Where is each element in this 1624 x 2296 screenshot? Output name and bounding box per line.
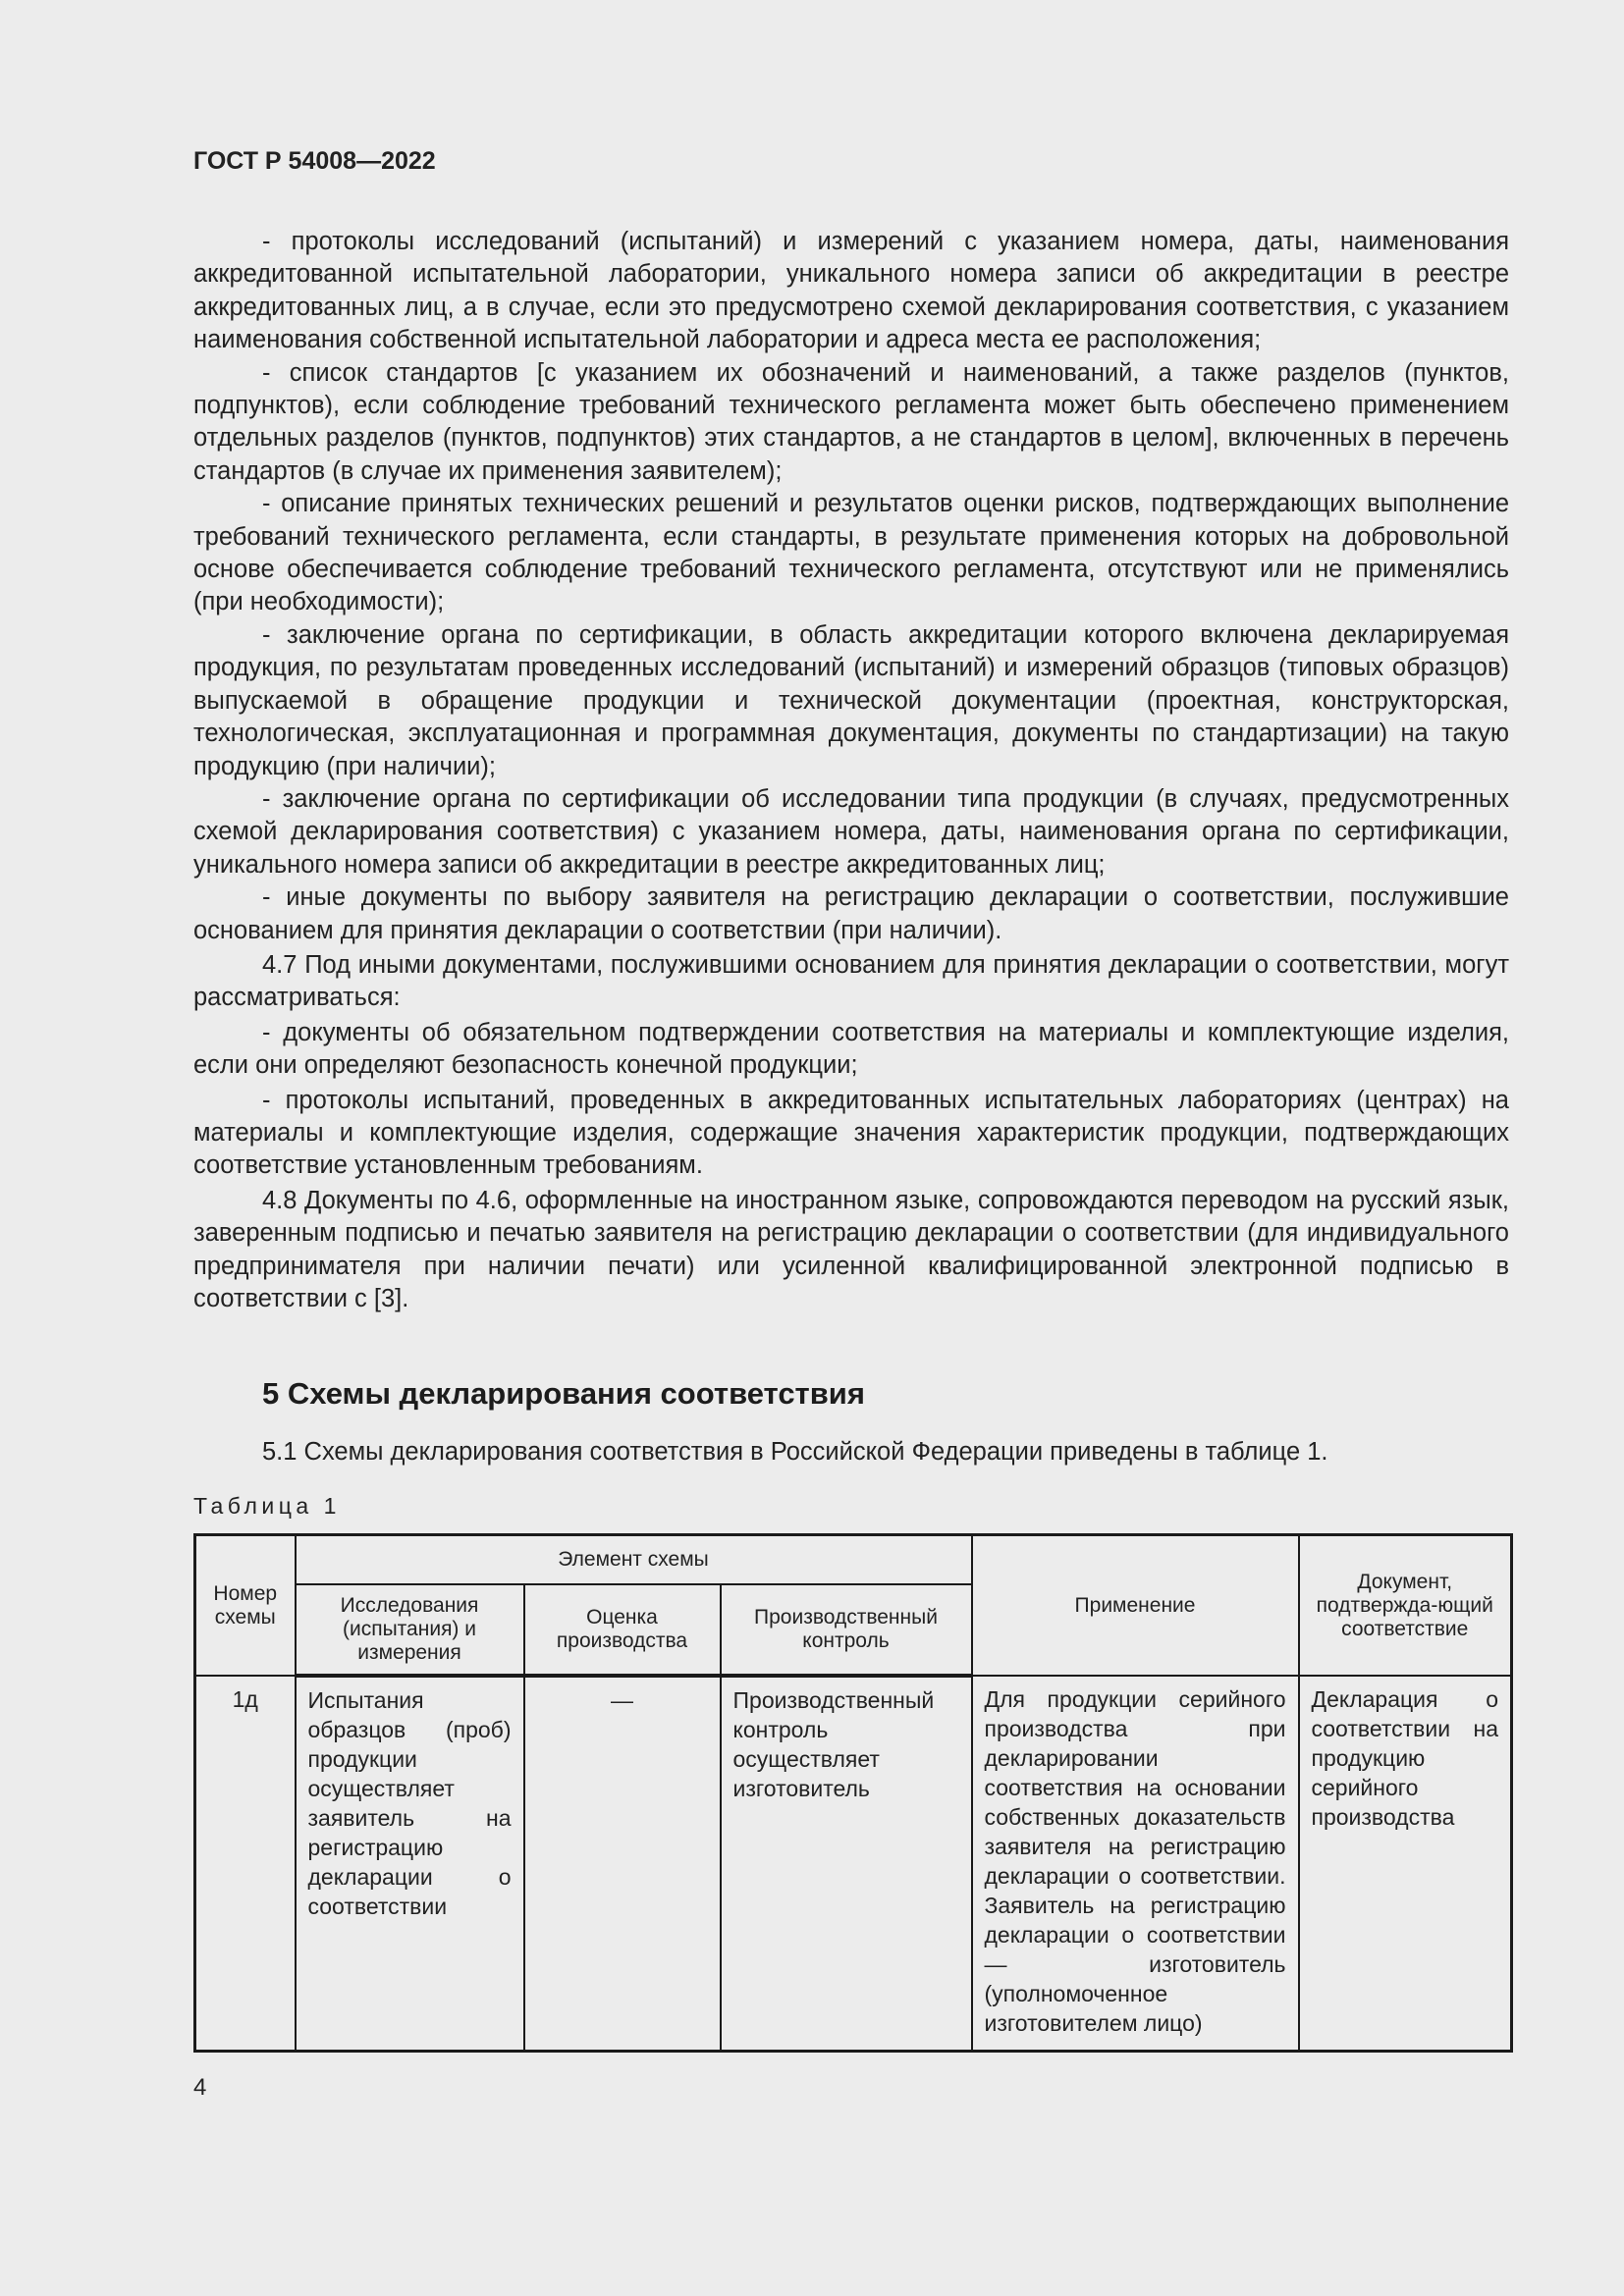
page-number: 4: [193, 2074, 207, 2101]
header-research: Исследования (испытания) и измерения: [296, 1584, 524, 1676]
paragraph: - протоколы исследований (испытаний) и измерений с указанием номера, даты, наименования аккредитованной испытательной лаборатории, уникального номера записи об аккредитации в реестре аккредитованных лиц, а в случае, если это предусмотрено схемой декларирования соответствия, с указанием наименования собственной испытательной лаборатории и адреса места ее расположения;: [193, 228, 1509, 354]
cell-research: Испытания образцов (проб) продукции осуществляет заявитель на регистрацию декларации о соответствии: [296, 1676, 524, 2051]
paragraph: - список стандартов [с указанием их обозначений и наименований, а также разделов (пунктов, подпунктов), если соблюдение требований технического регламента может быть обеспечено применением отдельных разделов (пунктов, подпунктов) этих стандартов, а не стандартов в целом], включенных в перечень стандартов (в случае их применения заявителем);: [193, 358, 1509, 485]
header-scheme-number: Номер схемы: [195, 1535, 296, 1677]
table-row: [195, 1676, 1512, 2051]
paragraph: - заключение органа по сертификации об исследовании типа продукции (в случаях, предусмотренных схемой декларирования соответствия) с указанием номера, даты, наименования органа по сертификации, уникального номера записи об аккредитации в реестре аккредитованных лиц;: [193, 784, 1509, 879]
header-scheme-element: Элемент схемы: [296, 1535, 972, 1585]
header-application: Применение: [972, 1535, 1299, 1677]
cell-production-assessment: —: [524, 1676, 721, 2051]
cell-conformity-document: Декларация о соответствии на продукцию серийного производства: [1299, 1676, 1512, 2051]
paragraph: - описание принятых технических решений и результатов оценки рисков, подтверждающих выполнение требований технического регламента, если стандарты, в результате применения которых на добровольной основе обеспечивается соблюдение требований технического регламента, отсутствуют или не применялись (при необходимости);: [193, 490, 1509, 616]
header-production-assessment: Оценка производства: [524, 1584, 721, 1676]
paragraph: - протоколы испытаний, проведенных в аккредитованных испытательных лабораториях (центрах) на материалы и комплектующие изделия, содержащие значения характеристик продукции, подтверждающих соответствие установленным требованиям.: [193, 1086, 1509, 1180]
paragraph: - документы об обязательном подтверждении соответствия на материалы и комплектующие изделия, если они определяют безопасность конечной продукции;: [193, 1018, 1509, 1080]
table-caption: Таблица 1: [193, 1493, 341, 1519]
paragraph: - иные документы по выбору заявителя на регистрацию декларации о соответствии, послужившие основанием для принятия декларации о соответствии (при наличии).: [193, 883, 1509, 944]
schemes-table: [193, 1533, 1513, 2053]
header-conformity-document: Документ, подтвержда-ющий соответствие: [1299, 1535, 1512, 1677]
paragraph-4-8: 4.8 Документы по 4.6, оформленные на иностранном языке, сопровождаются переводом на русский язык, заверенным подписью и печатью заявителя на регистрацию декларации о соответствии (для индивидуального предпринимателя при наличии печати) или усиленной квалифицированной электронной подписью в соответствии с [3].: [193, 1186, 1509, 1312]
cell-production-control: Производственный контроль осуществляет изготовитель: [721, 1676, 972, 2051]
paragraph-4-7: 4.7 Под иными документами, послужившими основанием для принятия декларации о соответствии, могут рассматриваться:: [193, 950, 1509, 1012]
document-id-header: ГОСТ Р 54008—2022: [193, 147, 436, 175]
cell-scheme-number: 1д: [195, 1676, 296, 2051]
paragraph-5-1: 5.1 Схемы декларирования соответствия в Российской Федерации приведены в таблице 1.: [262, 1438, 1328, 1466]
body-text: [193, 226, 1509, 1315]
paragraph: - заключение органа по сертификации, в область аккредитации которого включена декларируемая продукция, по результатам проведенных исследований (испытаний) и измерений образцов (типовых образцов) выпускаемой в обращение продукции и технической документации (проектная, конструкторская, технологическая, эксплуатационная и программная документация, документы по стандартизации) на такую продукцию (при наличии);: [193, 620, 1509, 780]
section-title: 5 Схемы декларирования соответствия: [262, 1376, 865, 1411]
cell-application: Для продукции серийного производства при декларировании соответствия на основании собственных доказательств заявителя на регистрацию декларации о соответствии. Заявитель на регистрацию декларации о соответствии — изготовитель (уполномоченное изготовителем лицо): [972, 1676, 1299, 2051]
header-production-control: Производственный контроль: [721, 1584, 972, 1676]
